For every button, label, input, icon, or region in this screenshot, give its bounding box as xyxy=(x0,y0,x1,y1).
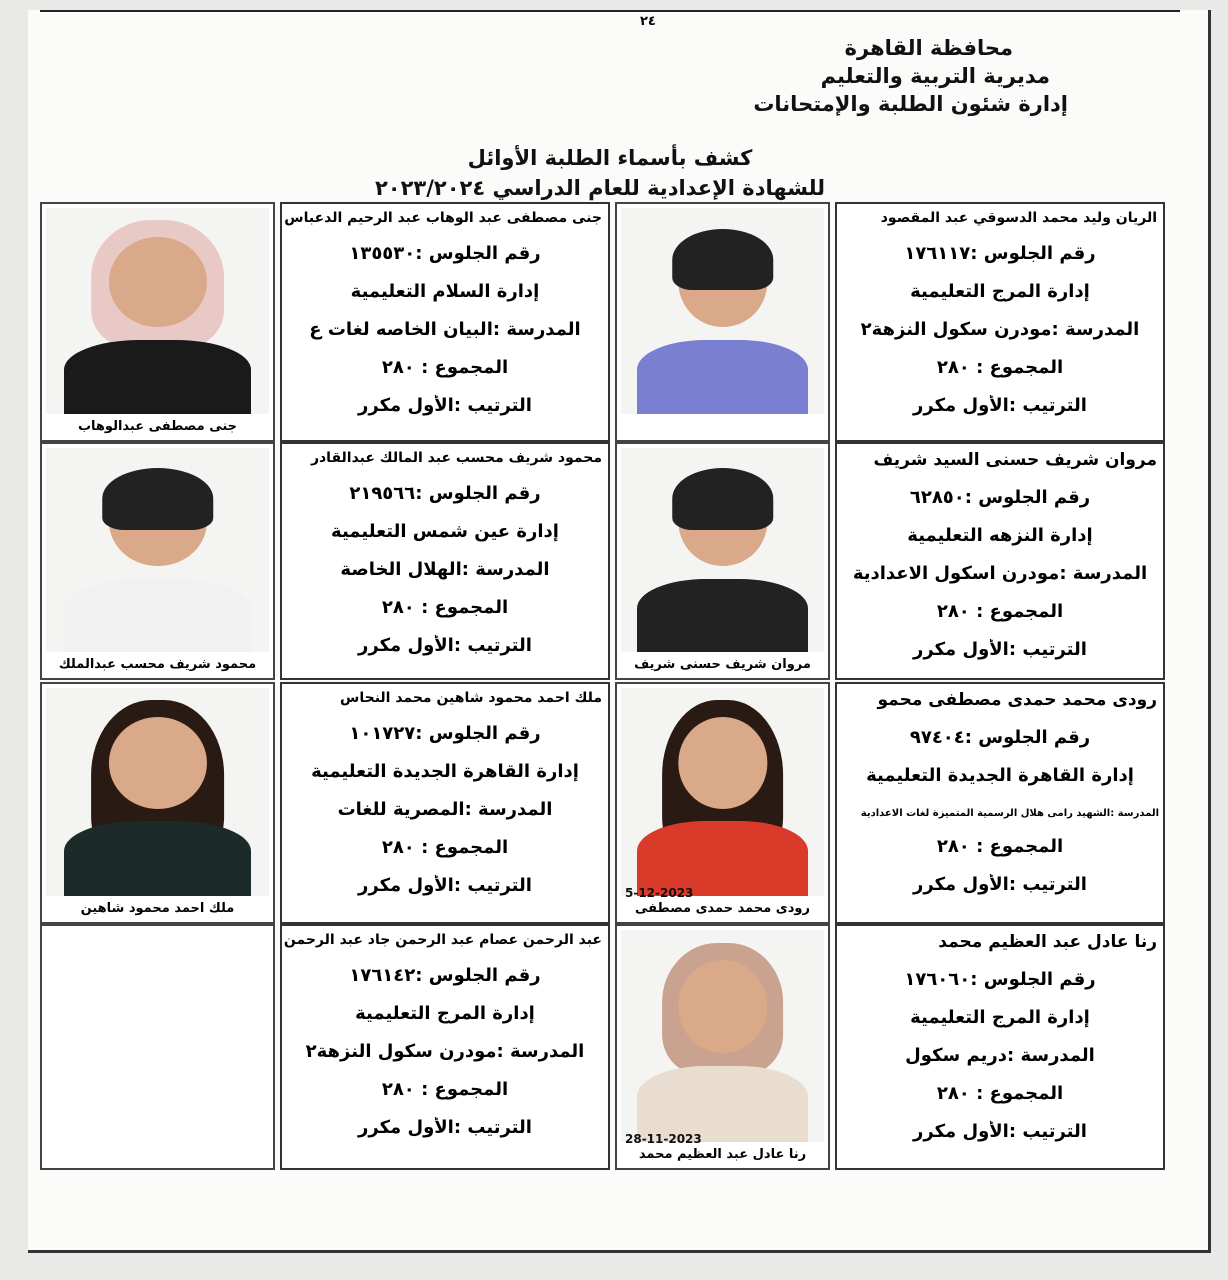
student-photo xyxy=(615,202,830,442)
student-name: محمود شريف محسب عبد المالك عبدالقادر xyxy=(310,450,602,466)
school-name: المدرسة :المصرية للغات xyxy=(337,799,553,820)
photo-date: 5-12-2023 xyxy=(625,886,694,900)
student-photo xyxy=(615,682,830,924)
education-administration: إدارة المرج التعليمية xyxy=(355,1003,535,1024)
student-photo xyxy=(615,924,830,1170)
student-card xyxy=(835,442,1165,680)
rank: الترتيب :الأول مكرر xyxy=(358,395,532,416)
header-directorate: مديرية التربية والتعليم xyxy=(820,64,1050,88)
student-card xyxy=(835,924,1165,1170)
student-card xyxy=(280,442,610,680)
student-card xyxy=(835,202,1165,442)
education-administration: إدارة القاهرة الجديدة التعليمية xyxy=(866,765,1134,786)
school-name: المدرسة :مودرن سكول النزهة٢ xyxy=(305,1041,585,1062)
student-card xyxy=(280,682,610,924)
portrait-image xyxy=(621,930,824,1142)
total-score: المجموع : ٢٨٠ xyxy=(936,601,1064,622)
student-photo xyxy=(40,682,275,924)
student-photo xyxy=(615,442,830,680)
student-name: رودى محمد حمدى مصطفى محمو xyxy=(877,690,1157,710)
school-name: المدرسة :دريم سكول xyxy=(905,1045,1095,1066)
seat-number: رقم الجلوس :١٧٦٠٦٠ xyxy=(904,969,1096,990)
rank: الترتيب :الأول مكرر xyxy=(358,875,532,896)
seat-number: رقم الجلوس :٩٧٤٠٤ xyxy=(909,727,1091,748)
rank: الترتيب :الأول مكرر xyxy=(913,639,1087,660)
student-name: ملك احمد محمود شاهين محمد النحاس xyxy=(340,690,602,706)
total-score: المجموع : ٢٨٠ xyxy=(936,1083,1064,1104)
document-subtitle: للشهادة الإعدادية للعام الدراسي ٢٠٢٣/٢٠٢٤ xyxy=(374,176,826,200)
total-score: المجموع : ٢٨٠ xyxy=(381,837,509,858)
portrait-image xyxy=(621,448,824,652)
school-name: المدرسة :الشهيد رامى هلال الرسمية المتميزة لغات الاعدادية xyxy=(860,808,1159,819)
education-administration: إدارة المرج التعليمية xyxy=(910,1007,1090,1028)
seat-number: رقم الجلوس :٦٢٨٥٠ xyxy=(909,487,1091,508)
total-score: المجموع : ٢٨٠ xyxy=(936,357,1064,378)
photo-caption: ملك احمد محمود شاهين xyxy=(80,901,235,916)
total-score: المجموع : ٢٨٠ xyxy=(381,1079,509,1100)
document-title: كشف بأسماء الطلبة الأوائل xyxy=(467,146,753,170)
student-photo xyxy=(40,924,275,1170)
total-score: المجموع : ٢٨٠ xyxy=(381,597,509,618)
photo-date: 28-11-2023 xyxy=(625,1132,702,1146)
student-name: عبد الرحمن عصام عبد الرحمن جاد عبد الرحمن xyxy=(283,932,602,948)
school-name: المدرسة :الهلال الخاصة xyxy=(340,559,550,580)
rank: الترتيب :الأول مكرر xyxy=(913,874,1087,895)
total-score: المجموع : ٢٨٠ xyxy=(381,357,509,378)
photo-caption: رنا عادل عبد العظيم محمد xyxy=(638,1147,807,1162)
education-administration: إدارة عين شمس التعليمية xyxy=(331,521,559,542)
rank: الترتيب :الأول مكرر xyxy=(913,395,1087,416)
student-card xyxy=(280,924,610,1170)
header-governorate: محافظة القاهرة xyxy=(844,36,1013,60)
seat-number: رقم الجلوس :١٠١٧٢٧ xyxy=(349,723,541,744)
student-photo xyxy=(40,442,275,680)
student-name: جنى مصطفى عبد الوهاب عبد الرحيم الدعباس xyxy=(284,210,602,226)
school-name: المدرسة :البيان الخاصه لغات ع xyxy=(309,319,581,340)
student-card xyxy=(280,202,610,442)
total-score: المجموع : ٢٨٠ xyxy=(936,836,1064,857)
portrait-image xyxy=(621,208,824,414)
page-number: ٢٤ xyxy=(640,14,656,29)
education-administration: إدارة السلام التعليمية xyxy=(350,281,540,302)
school-name: المدرسة :مودرن سكول النزهة٢ xyxy=(860,319,1140,340)
student-photo xyxy=(40,202,275,442)
rank: الترتيب :الأول مكرر xyxy=(913,1121,1087,1142)
seat-number: رقم الجلوس :١٣٥٥٣٠ xyxy=(349,243,541,264)
education-administration: إدارة المرج التعليمية xyxy=(910,281,1090,302)
seat-number: رقم الجلوس :١٧٦١١٧ xyxy=(904,243,1096,264)
seat-number: رقم الجلوس :٢١٩٥٦٦ xyxy=(349,483,541,504)
portrait-image xyxy=(46,688,269,896)
header-department: إدارة شئون الطلبة والإمتحانات xyxy=(753,92,1068,116)
rank: الترتيب :الأول مكرر xyxy=(358,1117,532,1138)
photo-caption: محمود شريف محسب عبدالملك xyxy=(58,657,257,672)
portrait-image xyxy=(46,208,269,414)
student-name: مروان شريف حسنى السيد شريف xyxy=(873,450,1157,470)
photo-caption: رودى محمد حمدى مصطفى xyxy=(635,901,810,916)
photo-caption: مروان شريف حسنى شريف xyxy=(634,657,811,672)
rank: الترتيب :الأول مكرر xyxy=(358,635,532,656)
divider xyxy=(40,10,1180,12)
portrait-image xyxy=(621,688,824,896)
student-card xyxy=(835,682,1165,924)
school-name: المدرسة :مودرن اسكول الاعدادية xyxy=(852,563,1148,584)
student-name: رنا عادل عبد العظيم محمد xyxy=(938,932,1157,952)
student-name: الريان وليد محمد الدسوقي عبد المقصود xyxy=(880,210,1157,226)
portrait-image xyxy=(46,448,269,652)
education-administration: إدارة القاهرة الجديدة التعليمية xyxy=(311,761,579,782)
seat-number: رقم الجلوس :١٧٦١٤٢ xyxy=(349,965,541,986)
education-administration: إدارة النزهه التعليمية xyxy=(907,525,1093,546)
photo-caption: جنى مصطفى عبدالوهاب xyxy=(77,419,238,434)
